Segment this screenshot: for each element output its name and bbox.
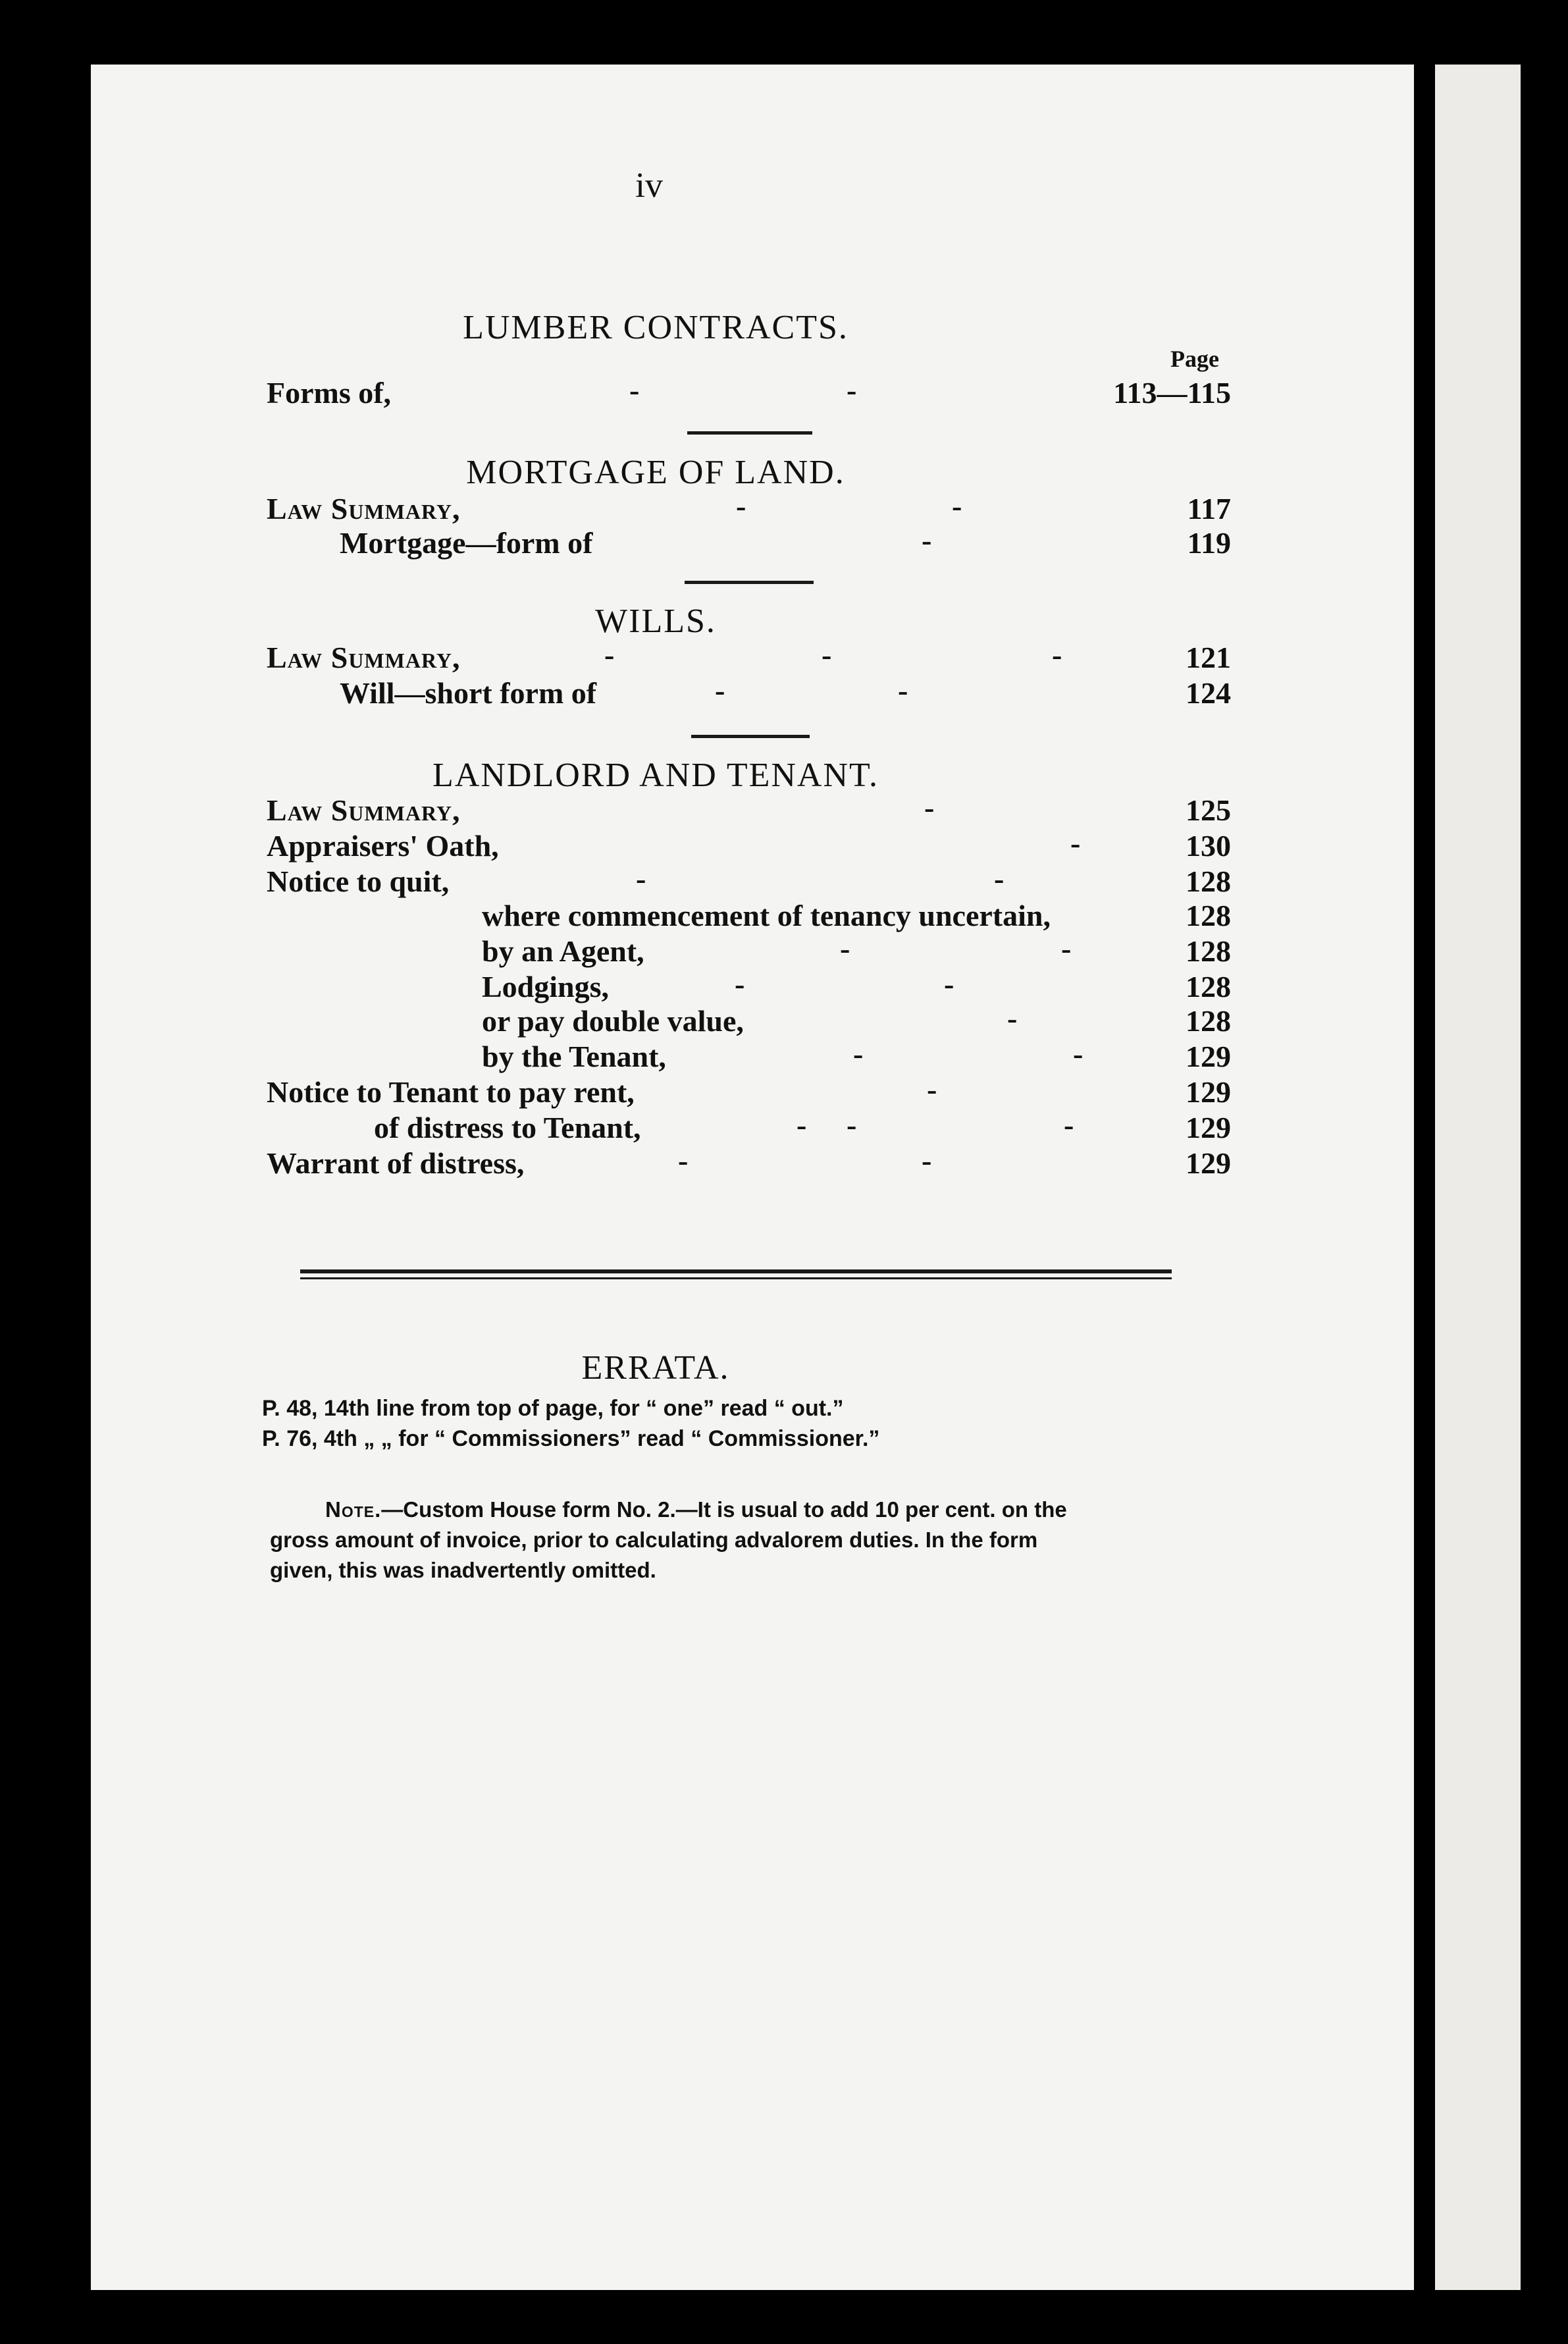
leader-dash: - — [604, 638, 615, 672]
leader-dash: - — [1052, 638, 1062, 672]
leader-dash: - — [924, 791, 935, 824]
leader-dash: - — [952, 489, 962, 523]
section-divider — [687, 431, 812, 435]
toc-entry-page: 129 — [1186, 1111, 1231, 1144]
toc-entry-label: of distress to Tenant, — [374, 1111, 641, 1144]
leader-dash: - — [736, 489, 746, 523]
toc-entry-page: 128 — [1186, 934, 1231, 968]
leader-dash: - — [847, 1108, 857, 1142]
errata-line: P. 76, 4th „ „ for “ Commissioners” read “ Commissioner.” — [262, 1426, 880, 1451]
leader-dash: - — [1073, 1037, 1084, 1071]
section-title-lumber: LUMBER CONTRACTS. — [463, 309, 849, 346]
note-line: given, this was inadvertently omitted. — [270, 1558, 656, 1582]
double-rule-bottom — [300, 1277, 1172, 1279]
note-text: —Custom House form No. 2.—It is usual to add 10 per cent. on the — [381, 1497, 1067, 1522]
page-folio: iv — [635, 165, 664, 205]
toc-entry-page: 113—115 — [1113, 376, 1231, 410]
toc-entry-label: Law Summary, — [267, 793, 461, 827]
leader-dash: - — [797, 1108, 807, 1142]
leader-dash: - — [822, 638, 832, 672]
page-column-label: Page — [1170, 346, 1219, 372]
section-divider — [691, 735, 810, 738]
toc-entry-page: 128 — [1186, 970, 1231, 1003]
leader-dash: - — [840, 932, 850, 965]
leader-dash: - — [1061, 932, 1072, 965]
leader-dash: - — [636, 862, 646, 895]
toc-entry-label: Warrant of distress, — [267, 1146, 525, 1180]
toc-entry-label: Lodgings, — [482, 970, 610, 1003]
section-title-mortgage: MORTGAGE OF LAND. — [466, 454, 845, 491]
section-title-landlord: LANDLORD AND TENANT. — [432, 757, 879, 794]
leader-dash: - — [927, 1073, 937, 1106]
toc-entry-label: where commencement of tenancy uncertain, — [482, 899, 1051, 932]
leader-dash: - — [629, 373, 640, 407]
note-line: gross amount of invoice, prior to calculating advalorem duties. In the form — [270, 1528, 1038, 1552]
errata-title: ERRATA. — [581, 1349, 730, 1387]
leader-dash: - — [922, 1144, 932, 1177]
note-lead: Note. — [325, 1497, 382, 1522]
toc-entry-label: by an Agent, — [482, 934, 644, 968]
leader-dash: - — [898, 674, 908, 707]
toc-entry-page: 128 — [1186, 1004, 1231, 1038]
section-divider — [685, 581, 814, 584]
toc-entry-page: 117 — [1187, 492, 1231, 525]
toc-entry-page: 129 — [1186, 1075, 1231, 1109]
toc-entry-label: by the Tenant, — [482, 1040, 666, 1073]
toc-entry-page: 129 — [1186, 1040, 1231, 1073]
note-line — [325, 1497, 1067, 1522]
toc-entry-label: Appraisers' Oath, — [267, 829, 499, 863]
toc-entry-label: Notice to quit, — [267, 865, 450, 898]
toc-entry-label: Will—short form of — [340, 676, 597, 710]
leader-dash: - — [922, 523, 932, 557]
toc-entry-label: Notice to Tenant to pay rent, — [267, 1075, 635, 1109]
toc-entry-label: or pay double value, — [482, 1004, 744, 1038]
errata-line: P. 48, 14th line from top of page, for “ one” read “ out.” — [262, 1396, 844, 1421]
leader-dash: - — [944, 967, 954, 1001]
toc-entry-page: 129 — [1186, 1146, 1231, 1180]
toc-entry-page: 128 — [1186, 865, 1231, 898]
leader-dash: - — [847, 373, 857, 407]
toc-entry-page: 121 — [1186, 641, 1231, 674]
leader-dash: - — [715, 674, 725, 707]
section-title-wills: WILLS. — [595, 602, 716, 640]
toc-entry-page: 125 — [1186, 793, 1231, 827]
toc-entry-label: Law Summary, — [267, 641, 461, 674]
toc-entry-page: 124 — [1186, 676, 1231, 710]
double-rule-top — [300, 1269, 1172, 1273]
leader-dash: - — [853, 1037, 864, 1071]
leader-dash: - — [1064, 1108, 1074, 1142]
toc-entry-label: Law Summary, — [267, 492, 461, 525]
toc-entry-page: 128 — [1186, 899, 1231, 932]
toc-entry-page: 119 — [1187, 526, 1231, 560]
leader-dash: - — [678, 1144, 689, 1177]
toc-entry-label: Mortgage—form of — [340, 526, 593, 560]
leader-dash: - — [1007, 1001, 1018, 1035]
toc-entry-label: Forms of, — [267, 376, 392, 410]
leader-dash: - — [994, 862, 1005, 895]
facing-page-edge — [1435, 65, 1521, 2290]
leader-dash: - — [735, 967, 745, 1001]
leader-dash: - — [1070, 826, 1081, 860]
toc-entry-page: 130 — [1186, 829, 1231, 863]
